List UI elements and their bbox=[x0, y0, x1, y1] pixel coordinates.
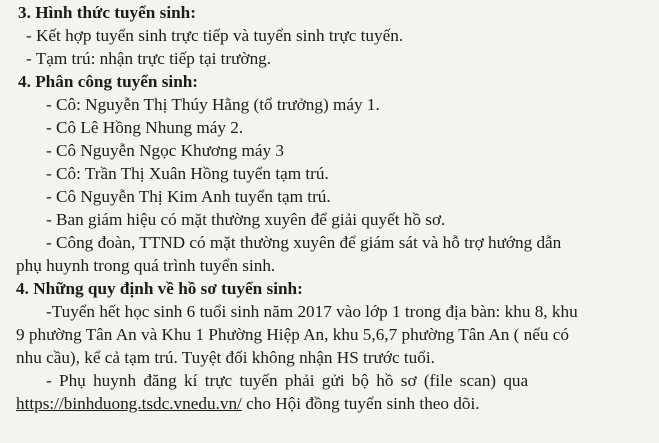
section-3-heading: 3. Hình thức tuyển sinh: bbox=[18, 3, 196, 22]
assignment-item-5: - Cô Nguyễn Thị Kim Anh tuyển tạm trú. bbox=[46, 187, 331, 206]
assignment-item-3: - Cô Nguyễn Ngọc Khương máy 3 bbox=[46, 141, 284, 160]
section-3-item-1: - Kết hợp tuyển sinh trực tiếp và tuyển sinh trực tuyến. bbox=[26, 26, 404, 45]
assignment-item-7: - Công đoàn, TTND có mặt thường xuyên để giám sát và hỗ trợ hướng dẫn bbox=[46, 233, 562, 252]
assignment-item-2: - Cô Lê Hồng Nhung máy 2. bbox=[46, 118, 244, 137]
registration-link-suffix: cho Hội đồng tuyển sinh theo dõi. bbox=[241, 394, 480, 413]
section-4-rules-heading: 4. Những quy định về hồ sơ tuyển sinh: bbox=[16, 279, 303, 298]
assignment-item-4: - Cô: Trần Thị Xuân Hồng tuyển tạm trú. bbox=[46, 164, 329, 183]
section-4-assignment-heading: 4. Phân công tuyển sinh: bbox=[18, 72, 199, 91]
rules-paragraph-1-line-3: nhu cầu), kể cả tạm trú. Tuyệt đối không nhận HS trước tuổi. bbox=[16, 348, 435, 367]
registration-link[interactable]: https://binhduong.tsdc.vnedu.vn/ bbox=[16, 394, 242, 413]
rules-paragraph-1-line-2: 9 phường Tân An và Khu 1 Phường Hiệp An, khu 5,6,7 phường Tân An ( nếu có bbox=[16, 325, 569, 344]
assignment-item-7-continued: phụ huynh trong quá trình tuyển sinh. bbox=[16, 256, 276, 275]
assignment-item-1: - Cô: Nguyễn Thị Thúy Hằng (tổ trưởng) máy 1. bbox=[46, 95, 380, 114]
section-3-item-2: - Tạm trú: nhận trực tiếp tại trường. bbox=[26, 49, 272, 68]
rules-paragraph-2-line-1: - Phụ huynh đăng kí trực tuyến phải gửi bộ hồ sơ (file scan) qua bbox=[46, 371, 529, 390]
assignment-item-6: - Ban giám hiệu có mặt thường xuyên để giải quyết hồ sơ. bbox=[46, 210, 446, 229]
rules-paragraph-1-line-1: -Tuyển hết học sinh 6 tuổi sinh năm 2017 vào lớp 1 trong địa bàn: khu 8, khu bbox=[46, 302, 578, 321]
rules-paragraph-2-line-2 bbox=[16, 393, 480, 415]
